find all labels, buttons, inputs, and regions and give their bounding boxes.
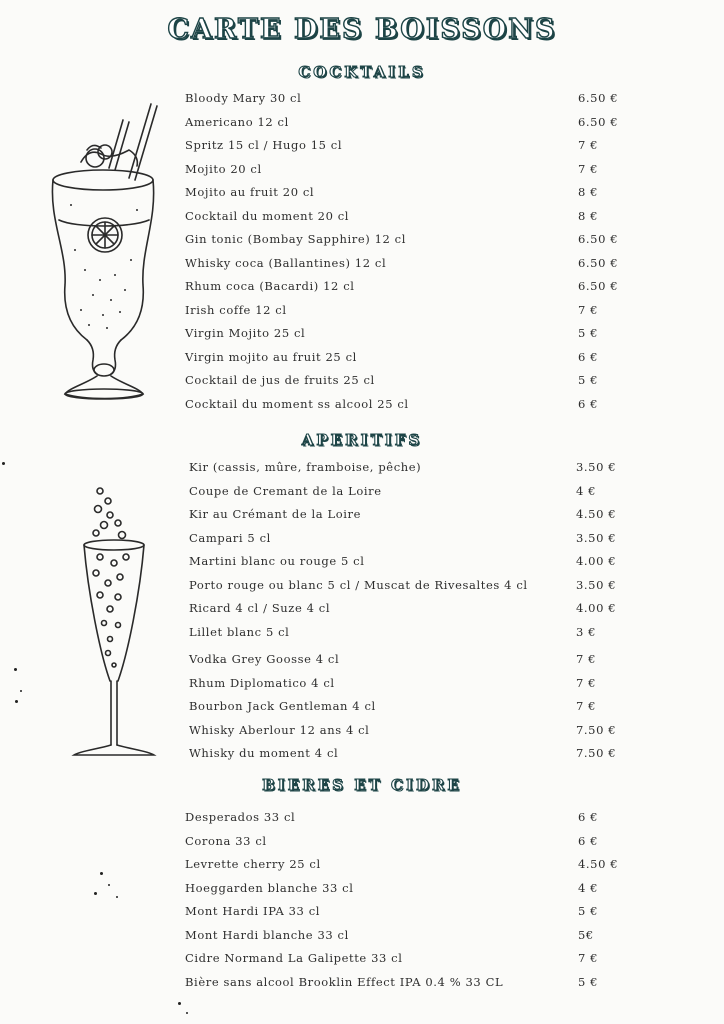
menu-item-price: 6.50 €	[578, 114, 619, 129]
menu-item-price: 7.50 €	[576, 722, 617, 737]
menu-item-price: 3.50 €	[576, 530, 617, 545]
menu-item-name: Coupe de Cremant de la Loire	[189, 483, 382, 498]
cocktail-glass-illustration	[45, 100, 165, 405]
ink-speck	[2, 462, 5, 465]
menu-item-name: Kir au Crémant de la Loire	[189, 507, 362, 521]
menu-item-price: 6.50 €	[578, 91, 619, 105]
menu-item-name: Mont Hardi blanche 33 cl	[185, 927, 349, 942]
menu-item-row	[185, 901, 638, 921]
menu-item-row	[189, 457, 636, 477]
menu-item-name: Bloody Mary 30 cl	[185, 91, 302, 105]
menu-item-price: 4 €	[576, 483, 597, 498]
menu-item-name: Mojito au fruit 20 cl	[185, 185, 315, 199]
menu-item-name: Porto rouge ou blanc 5 cl / Muscat de Rivesaltes 4 cl	[189, 577, 528, 592]
menu-item-name: Lillet blanc 5 cl	[189, 624, 290, 639]
menu-item-row	[185, 135, 638, 155]
menu-item-row	[189, 551, 636, 571]
menu-item-price: 3.50 €	[576, 577, 617, 592]
ink-speck	[186, 1012, 188, 1014]
section-title-aperitifs: APERITIFS	[301, 431, 423, 449]
menu-item-name: Mojito 20 cl	[185, 161, 262, 176]
menu-item-row	[185, 276, 638, 296]
ink-speck	[178, 1002, 181, 1005]
menu-item-name: Desperados 33 cl	[185, 810, 296, 824]
menu-item-row	[189, 649, 636, 669]
menu-item-row	[189, 622, 636, 642]
menu-item-name: Cocktail du moment ss alcool 25 cl	[185, 396, 409, 411]
menu-item-price: 5 €	[578, 904, 599, 918]
menu-item-row	[185, 854, 638, 874]
menu-item-price: 5 €	[578, 974, 599, 989]
menu-item-price: 4.00 €	[576, 601, 617, 615]
menu-item-row	[185, 948, 638, 968]
menu-item-row	[185, 807, 638, 827]
menu-item-name: Vodka Grey Goosse 4 cl	[189, 652, 340, 666]
menu-item-price: 7 €	[578, 302, 599, 317]
menu-item-name: Irish coffe 12 cl	[185, 302, 287, 317]
menu-item-price: 7 €	[578, 138, 599, 152]
menu-item-name: Whisky Aberlour 12 ans 4 cl	[189, 722, 370, 737]
menu-item-price: 4.50 €	[578, 857, 619, 871]
menu-item-name: Corona 33 cl	[185, 833, 267, 848]
menu-item-price: 6 €	[578, 810, 599, 824]
menu-item-row	[185, 182, 638, 202]
menu-title: CARTE DES BOISSONS	[167, 14, 557, 45]
menu-item-name: Cidre Normand La Galipette 33 cl	[185, 951, 403, 965]
menu-item-row	[185, 925, 638, 945]
menu-item-price: 6 €	[578, 396, 599, 411]
menu-item-row	[185, 159, 638, 179]
menu-item-price: 7 €	[576, 699, 597, 713]
menu-item-price: 6 €	[578, 349, 599, 364]
menu-item-row	[189, 481, 636, 501]
menu-item-price: 5 €	[578, 326, 599, 340]
menu-item-name: Mont Hardi IPA 33 cl	[185, 904, 321, 918]
menu-item-price: 8 €	[578, 208, 599, 223]
menu-item-price: 3.50 €	[576, 460, 617, 474]
menu-item-name: Whisky du moment 4 cl	[189, 746, 339, 760]
menu-item-price: 6.50 €	[578, 255, 619, 270]
ink-speck	[100, 872, 103, 875]
menu-item-price: 7 €	[578, 161, 599, 176]
menu-item-row	[189, 720, 636, 740]
menu-item-name: Levrette cherry 25 cl	[185, 857, 321, 871]
menu-item-price: 4.00 €	[576, 554, 617, 568]
menu-item-name: Cocktail du moment 20 cl	[185, 208, 350, 223]
menu-item-price: 3 €	[576, 624, 597, 639]
menu-item-name: Hoeggarden blanche 33 cl	[185, 880, 354, 895]
menu-item-price: 6 €	[578, 833, 599, 848]
section-title-bieres: BIERES ET CIDRE	[262, 776, 462, 794]
menu-item-row	[189, 598, 636, 618]
menu-item-name: Campari 5 cl	[189, 530, 271, 545]
menu-item-price: 6.50 €	[578, 279, 619, 293]
menu-item-row	[185, 112, 638, 132]
section-title-cocktails: COCKTAILS	[298, 63, 426, 81]
menu-item-row	[189, 504, 636, 524]
menu-item-row	[185, 300, 638, 320]
menu-item-row	[185, 972, 638, 992]
menu-item-row	[185, 206, 638, 226]
menu-item-row	[185, 88, 638, 108]
menu-item-row	[185, 347, 638, 367]
menu-item-name: Bourbon Jack Gentleman 4 cl	[189, 699, 376, 713]
menu-item-row	[185, 253, 638, 273]
menu-item-row	[185, 229, 638, 249]
menu-item-price: 5€	[578, 927, 594, 942]
ink-speck	[20, 690, 22, 692]
menu-item-name: Virgin mojito au fruit 25 cl	[185, 349, 357, 364]
menu-item-name: Cocktail de jus de fruits 25 cl	[185, 373, 375, 387]
menu-item-name: Virgin Mojito 25 cl	[185, 326, 306, 340]
menu-item-row	[185, 878, 638, 898]
menu-item-row	[189, 696, 636, 716]
menu-item-row	[189, 673, 636, 693]
menu-item-row	[189, 575, 636, 595]
menu-item-row	[189, 528, 636, 548]
menu-item-price: 7 €	[576, 652, 597, 666]
menu-item-row	[185, 831, 638, 851]
menu-item-name: Spritz 15 cl / Hugo 15 cl	[185, 138, 343, 152]
menu-item-name: Bière sans alcool Brooklin Effect IPA 0.4 % 33 CL	[185, 974, 504, 989]
menu-item-price: 8 €	[578, 185, 599, 199]
champagne-flute-illustration	[70, 483, 162, 763]
menu-item-price: 5 €	[578, 373, 599, 387]
ink-speck	[14, 668, 17, 671]
menu-item-price: 6.50 €	[578, 232, 619, 246]
menu-item-name: Whisky coca (Ballantines) 12 cl	[185, 255, 387, 270]
menu-item-name: Kir (cassis, mûre, framboise, pêche)	[189, 460, 422, 474]
ink-speck	[94, 892, 97, 895]
menu-item-price: 4.50 €	[576, 507, 617, 521]
ink-speck	[108, 884, 110, 886]
menu-item-name: Gin tonic (Bombay Sapphire) 12 cl	[185, 232, 406, 246]
menu-item-name: Ricard 4 cl / Suze 4 cl	[189, 601, 331, 615]
menu-item-name: Americano 12 cl	[185, 114, 289, 129]
menu-item-row	[185, 323, 638, 343]
menu-item-price: 4 €	[578, 880, 599, 895]
menu-item-name: Rhum Diplomatico 4 cl	[189, 675, 335, 690]
menu-item-row	[185, 394, 638, 414]
ink-speck	[15, 700, 18, 703]
ink-speck	[116, 896, 118, 898]
menu-item-price: 7.50 €	[576, 746, 617, 760]
menu-item-row	[185, 370, 638, 390]
menu-item-price: 7 €	[578, 951, 599, 965]
menu-item-name: Martini blanc ou rouge 5 cl	[189, 554, 365, 568]
menu-item-row	[189, 743, 636, 763]
menu-item-name: Rhum coca (Bacardi) 12 cl	[185, 279, 355, 293]
menu-item-price: 7 €	[576, 675, 597, 690]
